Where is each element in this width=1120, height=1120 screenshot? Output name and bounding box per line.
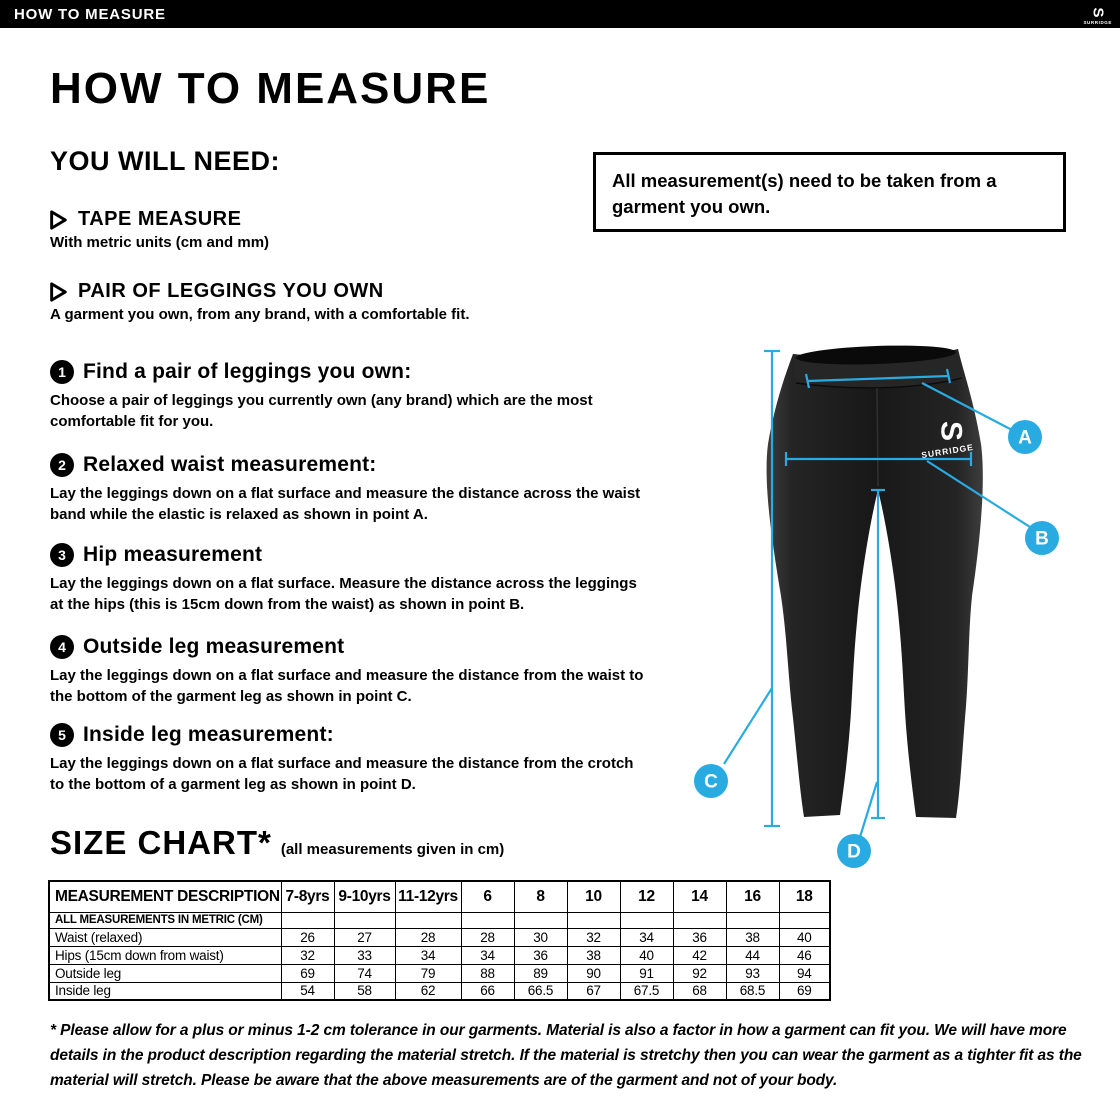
tolerance-disclaimer: * Please allow for a plus or minus 1-2 cm tolerance in our garments. Material is also a factor in how a garment can fit you. We will have more details in the product description regarding the material stretch. If the material is stretchy then you can wear the garment as a tighter fit as the material will stretch. Please be aware that the above measurements are of the garment and not of your body. [50,1022,1082,1090]
need-item-title: TAPE MEASURE [78,208,242,230]
table-row-hips [49,946,830,964]
row-label: Hips (15cm down from waist) [49,946,281,964]
svg-text:D: D [847,841,861,863]
size-cell: 66.5 [514,982,567,1000]
svg-text:A: A [1018,427,1032,449]
empty-cell [726,912,779,928]
step-number-badge: 1 [50,360,74,384]
top-bar [0,0,1120,28]
need-item-subtitle: With metric units (cm and mm) [50,234,270,251]
size-cell: 54 [281,982,334,1000]
col-header: 10 [567,881,620,912]
metric-label: ALL MEASUREMENTS IN METRIC (CM) [49,912,281,928]
step-title: Relaxed waist measurement: [83,453,377,476]
step-title: Inside leg measurement: [83,723,334,746]
size-cell: 32 [281,946,334,964]
size-chart-table [48,880,831,1001]
garment-logo-text: SURRIDGE [920,441,975,461]
step-5 [50,723,662,795]
outside-leg-measure-line-c [724,351,780,826]
row-label: Waist (relaxed) [49,928,281,946]
surridge-logo [1083,3,1112,26]
size-cell: 34 [461,946,514,964]
size-cell: 68 [673,982,726,1000]
size-cell: 91 [620,964,673,982]
size-cell: 36 [673,928,726,946]
col-header: 11-12yrs [395,881,461,912]
point-b-marker [1025,521,1059,555]
col-header: 8 [514,881,567,912]
you-will-need-heading: YOU WILL NEED: [50,146,281,176]
step-title: Find a pair of leggings you own: [83,360,412,383]
size-cell: 38 [726,928,779,946]
empty-cell [567,912,620,928]
size-cell: 26 [281,928,334,946]
size-cell: 93 [726,964,779,982]
step-number-badge: 4 [50,635,74,659]
step-number-badge: 3 [50,543,74,567]
svg-text:C: C [704,771,718,793]
size-cell: 42 [673,946,726,964]
table-row-waist [49,928,830,946]
surridge-logo-text: SURRIDGE [1083,19,1112,25]
size-cell: 40 [620,946,673,964]
size-cell: 36 [514,946,567,964]
size-cell: 34 [395,946,461,964]
size-cell: 27 [334,928,395,946]
size-cell: 67 [567,982,620,1000]
step-number-badge: 2 [50,453,74,477]
row-label: Inside leg [49,982,281,1000]
empty-cell [395,912,461,928]
empty-cell [461,912,514,928]
table-row-inside-leg [49,982,830,1000]
size-chart-subtitle: (all measurements given in cm) [280,841,505,858]
size-cell: 79 [395,964,461,982]
empty-cell [779,912,830,928]
step-2 [50,453,662,525]
col-header: MEASUREMENT DESCRIPTION [49,881,281,912]
need-item-title: PAIR OF LEGGINGS YOU OWN [78,280,384,302]
need-item-subtitle: A garment you own, from any brand, with a comfortable fit. [50,306,470,323]
size-cell: 58 [334,982,395,1000]
size-cell: 34 [620,928,673,946]
leggings-measurement-diagram [660,330,1120,890]
size-cell: 92 [673,964,726,982]
size-cell: 40 [779,928,830,946]
step-body: Choose a pair of leggings you currently own (any brand) which are the most comfortable fit for you. [50,392,593,430]
triangle-bullet-icon [48,281,68,303]
step-3 [50,543,662,615]
svg-text:B: B [1035,528,1049,550]
table-row-outside-leg [49,964,830,982]
empty-cell [620,912,673,928]
size-cell: 46 [779,946,830,964]
step-1 [50,360,662,432]
top-bar-title: HOW TO MEASURE [14,5,166,23]
col-header: 16 [726,881,779,912]
size-cell: 94 [779,964,830,982]
col-header: 7-8yrs [281,881,334,912]
step-body: Lay the leggings down on a flat surface. Measure the distance across the leggings at the hips (this is 15cm down from the waist) as shown in point B. [50,575,637,613]
point-d-marker [837,834,871,868]
col-header: 6 [461,881,514,912]
col-header: 18 [779,881,830,912]
size-cell: 66 [461,982,514,1000]
empty-cell [514,912,567,928]
size-cell: 69 [779,982,830,1000]
row-label: Outside leg [49,964,281,982]
empty-cell [334,912,395,928]
table-metric-row [49,912,830,928]
need-item-tape-measure [48,208,608,251]
measurement-note-box: All measurement(s) need to be taken from a garment you own. [593,152,1066,232]
leggings-garment [767,343,983,818]
size-cell: 38 [567,946,620,964]
garment-logo-s: S [934,420,968,442]
col-header: 12 [620,881,673,912]
size-cell: 62 [395,982,461,1000]
step-body: Lay the leggings down on a flat surface and measure the distance from the waist to the bottom of the garment leg as shown in point C. [50,667,644,705]
size-cell: 68.5 [726,982,779,1000]
step-body: Lay the leggings down on a flat surface and measure the distance across the waist band while the elastic is relaxed as shown in point A. [50,485,641,523]
page-title: HOW TO MEASURE [50,64,491,113]
size-cell: 74 [334,964,395,982]
size-cell: 28 [461,928,514,946]
point-c-marker [694,764,728,798]
size-cell: 89 [514,964,567,982]
need-item-leggings [48,280,608,323]
size-cell: 33 [334,946,395,964]
step-4 [50,635,662,707]
size-cell: 90 [567,964,620,982]
size-cell: 30 [514,928,567,946]
col-header: 14 [673,881,726,912]
size-chart-heading [50,824,504,862]
size-cell: 67.5 [620,982,673,1000]
empty-cell [281,912,334,928]
size-chart-title: SIZE CHART* [50,824,272,861]
size-cell: 28 [395,928,461,946]
point-a-marker [1008,420,1042,454]
step-title: Hip measurement [83,543,263,566]
surridge-s-icon: S [1089,7,1107,18]
col-header: 9-10yrs [334,881,395,912]
step-title: Outside leg measurement [83,635,345,658]
step-body: Lay the leggings down on a flat surface and measure the distance from the crotch to the bottom of a garment leg as shown in point D. [50,755,634,793]
triangle-bullet-icon [48,209,68,231]
size-cell: 44 [726,946,779,964]
size-cell: 69 [281,964,334,982]
step-number-badge: 5 [50,723,74,747]
size-cell: 88 [461,964,514,982]
empty-cell [673,912,726,928]
size-cell: 32 [567,928,620,946]
